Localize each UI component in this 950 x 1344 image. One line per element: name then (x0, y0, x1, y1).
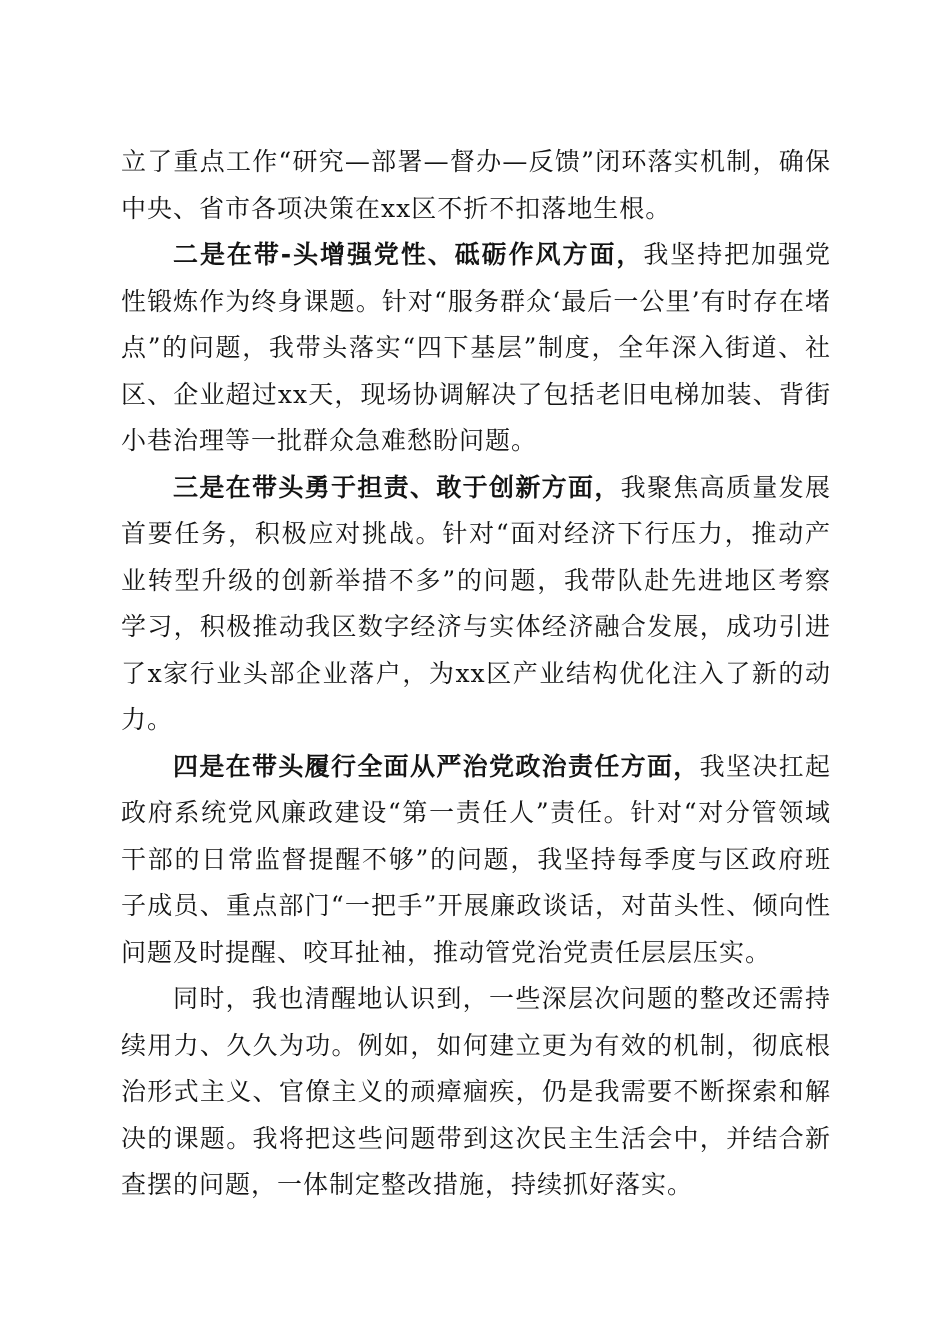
paragraph-point-three (121, 465, 831, 744)
document-body (121, 139, 831, 1209)
paragraph-text: 立了重点工作“研究—部署—督办—反馈”闭环落实机制，确保中央、省市各项决策在xx区不折不扣落地生根。 (121, 147, 831, 223)
paragraph-lead: 二是在带-头增强党性、砥砺作风方面， (173, 240, 644, 269)
paragraph-lead: 四是在带头履行全面从严治党政治责任方面， (173, 751, 700, 781)
paragraph-point-four (121, 744, 831, 977)
paragraph-text: 我坚决扛起政府系统党风廉政建设“第一责任人”责任。针对“对分管领域干部的日常监督提醒不够”的问题，我坚持每季度与区政府班子成员、重点部门“一把手”开展廉政谈话，对苗头性、倾向性问题及时提醒、咬耳扯袖，推动管党治党责任层层压实。 (121, 751, 831, 967)
paragraph-conclusion (121, 976, 831, 1209)
paragraph-text: 我聚焦高质量发展首要任务，积极应对挑战。针对“面对经济下行压力，推动产业转型升级的创新举措不多”的问题，我带队赴先进地区考察学习，积极推动我区数字经济与实体经济融合发展，成功引进了x家行业头部企业落户，为xx区产业结构优化注入了新的动力。 (121, 472, 831, 734)
paragraph-text: 同时，我也清醒地认识到，一些深层次问题的整改还需持续用力、久久为功。例如，如何建立更为有效的机制，彻底根治形式主义、官僚主义的顽瘴痼疾，仍是我需要不断探索和解决的课题。我将把这些问题带到这次民主生活会中，并结合新查摆的问题，一体制定整改措施，持续抓好落实。 (121, 984, 831, 1199)
paragraph-point-two (121, 232, 831, 465)
paragraph-lead: 三是在带头勇于担责、敢于创新方面， (173, 472, 621, 502)
paragraph-continuation (121, 139, 831, 232)
paragraph-text: 我坚持把加强党性锻炼作为终身课题。针对“服务群众‘最后一公里’有时存在堵点”的问题，我带头落实“四下基层”制度，全年深入街道、社区、企业超过xx天，现场协调解决了包括老旧电梯加装、背街小巷治理等一批群众急难愁盼问题。 (121, 240, 831, 455)
